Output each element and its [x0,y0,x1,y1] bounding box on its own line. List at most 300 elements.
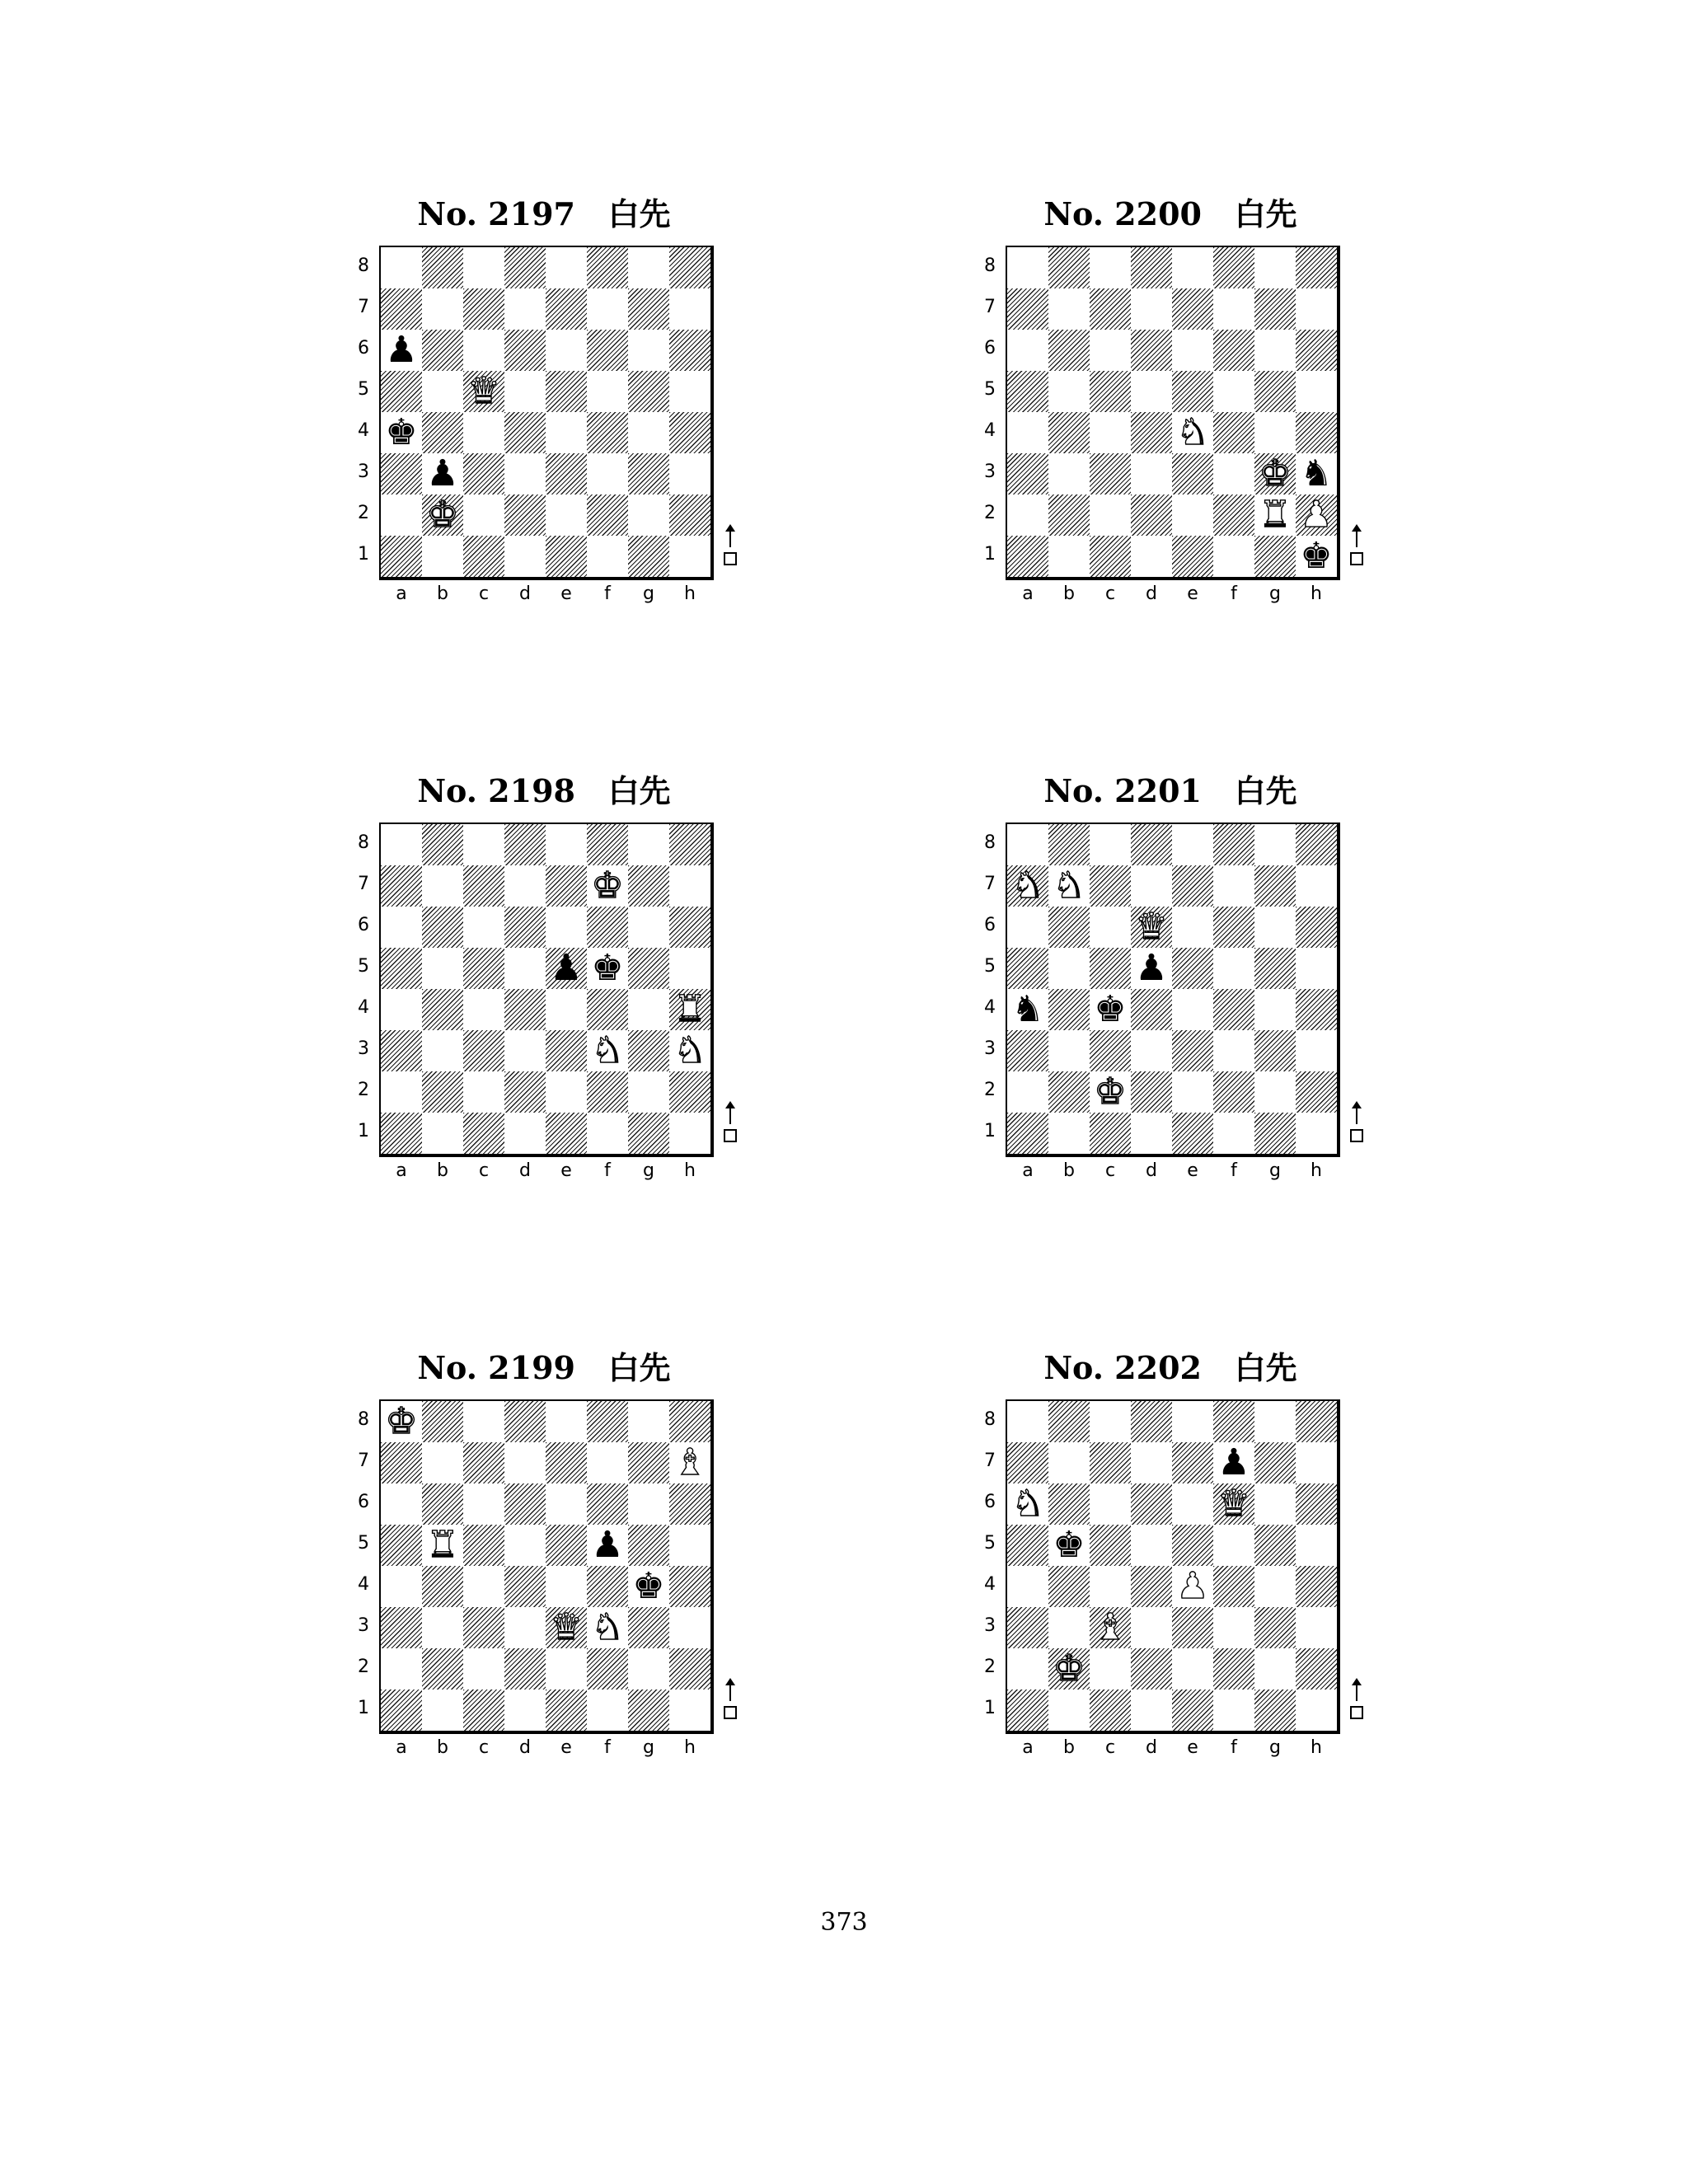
square-e3[interactable] [1172,453,1213,494]
square-c6[interactable] [1090,907,1131,948]
square-c8[interactable] [463,824,504,865]
square-g1[interactable] [1254,1690,1296,1731]
square-a3[interactable] [381,1030,422,1071]
square-b7[interactable] [422,865,463,907]
square-c1[interactable] [1090,536,1131,577]
black-pawn-icon[interactable] [546,948,587,989]
square-f7[interactable] [1213,288,1254,330]
square-b8[interactable] [1048,824,1090,865]
square-b8[interactable] [422,247,463,288]
square-a7[interactable] [1007,1442,1048,1483]
square-a6[interactable] [381,907,422,948]
square-h6[interactable] [669,1483,710,1525]
square-a8[interactable] [1007,824,1048,865]
square-e5[interactable] [1172,1525,1213,1566]
square-a7[interactable] [381,288,422,330]
square-e1[interactable] [546,1690,587,1731]
square-d2[interactable] [1131,494,1172,536]
square-a7[interactable] [381,1442,422,1483]
square-d3[interactable] [1131,453,1172,494]
square-d6[interactable] [504,1483,546,1525]
square-b7[interactable] [1048,288,1090,330]
square-e4[interactable] [1172,989,1213,1030]
square-e5[interactable] [1172,948,1213,989]
square-g8[interactable] [1254,247,1296,288]
square-g6[interactable] [628,1483,669,1525]
black-pawn-icon[interactable] [587,1525,628,1566]
square-f6[interactable] [587,1483,628,1525]
square-e2[interactable] [546,494,587,536]
square-c4[interactable] [1090,1566,1131,1607]
square-a1[interactable] [1007,1113,1048,1154]
square-f4[interactable] [587,412,628,453]
square-e4[interactable] [546,1566,587,1607]
square-e8[interactable] [1172,1401,1213,1442]
white-pawn-icon[interactable] [1172,1566,1213,1607]
square-a6[interactable] [381,1483,422,1525]
square-c5[interactable] [463,948,504,989]
square-c8[interactable] [463,247,504,288]
square-h4[interactable] [669,1566,710,1607]
square-c3[interactable] [1090,1030,1131,1071]
white-king-icon[interactable] [1090,1071,1131,1113]
square-c5[interactable] [463,1525,504,1566]
square-g5[interactable] [628,948,669,989]
square-f5[interactable] [1213,948,1254,989]
square-d8[interactable] [504,247,546,288]
square-g2[interactable] [628,1648,669,1690]
square-a8[interactable] [381,247,422,288]
square-g8[interactable] [628,1401,669,1442]
square-h8[interactable] [1296,824,1337,865]
square-b8[interactable] [1048,1401,1090,1442]
square-h7[interactable] [1296,288,1337,330]
square-a3[interactable] [381,1607,422,1648]
square-f7[interactable] [587,1442,628,1483]
square-a7[interactable] [381,865,422,907]
square-b1[interactable] [422,1113,463,1154]
square-c1[interactable] [1090,1113,1131,1154]
square-e2[interactable] [1172,494,1213,536]
square-g7[interactable] [628,288,669,330]
square-f1[interactable] [1213,536,1254,577]
square-f8[interactable] [1213,247,1254,288]
square-a8[interactable] [1007,247,1048,288]
white-knight-icon[interactable] [1007,865,1048,907]
square-e2[interactable] [1172,1648,1213,1690]
square-a2[interactable] [381,1071,422,1113]
square-e6[interactable] [1172,330,1213,371]
square-f7[interactable] [1213,865,1254,907]
square-b2[interactable] [1048,494,1090,536]
square-h7[interactable] [1296,865,1337,907]
square-e6[interactable] [546,1483,587,1525]
square-g4[interactable] [628,989,669,1030]
square-d2[interactable] [504,1071,546,1113]
square-e7[interactable] [1172,865,1213,907]
square-h1[interactable] [669,1113,710,1154]
square-b7[interactable] [1048,1442,1090,1483]
square-c1[interactable] [463,536,504,577]
square-h3[interactable] [669,453,710,494]
square-g7[interactable] [1254,288,1296,330]
white-king-icon[interactable] [587,865,628,907]
black-knight-icon[interactable] [1296,453,1337,494]
square-c7[interactable] [463,1442,504,1483]
square-c5[interactable] [1090,948,1131,989]
square-a5[interactable] [1007,1525,1048,1566]
square-d7[interactable] [504,865,546,907]
square-h5[interactable] [1296,1525,1337,1566]
square-h6[interactable] [669,330,710,371]
square-e3[interactable] [546,453,587,494]
square-f8[interactable] [587,824,628,865]
square-g8[interactable] [1254,824,1296,865]
square-h7[interactable] [669,288,710,330]
square-e1[interactable] [546,536,587,577]
black-pawn-icon[interactable] [422,453,463,494]
square-d1[interactable] [1131,536,1172,577]
square-g6[interactable] [1254,907,1296,948]
white-knight-icon[interactable] [1007,1483,1048,1525]
square-a8[interactable] [381,824,422,865]
white-king-icon[interactable] [381,1401,422,1442]
square-e2[interactable] [546,1071,587,1113]
square-c1[interactable] [463,1113,504,1154]
square-b3[interactable] [1048,1607,1090,1648]
white-queen-icon[interactable] [463,371,504,412]
square-g7[interactable] [1254,865,1296,907]
square-e7[interactable] [1172,1442,1213,1483]
square-f3[interactable] [1213,1607,1254,1648]
square-h1[interactable] [1296,1113,1337,1154]
square-f8[interactable] [1213,1401,1254,1442]
square-g3[interactable] [628,1030,669,1071]
square-g4[interactable] [1254,412,1296,453]
black-king-icon[interactable] [628,1566,669,1607]
white-knight-icon[interactable] [587,1607,628,1648]
square-g6[interactable] [1254,330,1296,371]
black-king-icon[interactable] [1296,536,1337,577]
square-g3[interactable] [628,1607,669,1648]
square-h6[interactable] [1296,1483,1337,1525]
square-b4[interactable] [1048,1566,1090,1607]
square-a1[interactable] [381,1113,422,1154]
square-a3[interactable] [1007,453,1048,494]
square-f6[interactable] [1213,907,1254,948]
square-c8[interactable] [1090,1401,1131,1442]
black-knight-icon[interactable] [1007,989,1048,1030]
square-a3[interactable] [1007,1607,1048,1648]
square-b4[interactable] [422,989,463,1030]
square-d6[interactable] [1131,330,1172,371]
square-b2[interactable] [422,1648,463,1690]
square-d6[interactable] [504,330,546,371]
square-a4[interactable] [1007,1566,1048,1607]
black-king-icon[interactable] [1090,989,1131,1030]
square-b8[interactable] [422,824,463,865]
square-b4[interactable] [1048,989,1090,1030]
square-d2[interactable] [504,1648,546,1690]
square-f4[interactable] [587,989,628,1030]
square-a3[interactable] [381,453,422,494]
square-f2[interactable] [587,1648,628,1690]
square-f2[interactable] [587,494,628,536]
square-f6[interactable] [1213,330,1254,371]
square-a5[interactable] [381,948,422,989]
square-d1[interactable] [504,536,546,577]
square-c2[interactable] [1090,494,1131,536]
square-e6[interactable] [1172,1483,1213,1525]
square-f6[interactable] [587,330,628,371]
square-a1[interactable] [381,536,422,577]
square-b1[interactable] [422,1690,463,1731]
square-d4[interactable] [504,1566,546,1607]
square-h2[interactable] [669,1648,710,1690]
square-g5[interactable] [1254,948,1296,989]
square-f6[interactable] [587,907,628,948]
square-d8[interactable] [1131,824,1172,865]
square-g1[interactable] [628,1690,669,1731]
square-e1[interactable] [1172,536,1213,577]
square-h8[interactable] [669,824,710,865]
square-c2[interactable] [463,494,504,536]
white-knight-icon[interactable] [669,1030,710,1071]
square-c1[interactable] [1090,1690,1131,1731]
square-d1[interactable] [1131,1113,1172,1154]
square-e3[interactable] [546,1030,587,1071]
square-c7[interactable] [463,865,504,907]
black-pawn-icon[interactable] [1131,948,1172,989]
square-d4[interactable] [504,989,546,1030]
square-g5[interactable] [1254,371,1296,412]
square-e6[interactable] [546,907,587,948]
square-b4[interactable] [422,412,463,453]
square-d4[interactable] [1131,1566,1172,1607]
square-c4[interactable] [1090,412,1131,453]
square-e1[interactable] [1172,1690,1213,1731]
white-knight-icon[interactable] [1048,865,1090,907]
square-f4[interactable] [587,1566,628,1607]
square-d7[interactable] [504,1442,546,1483]
square-d8[interactable] [504,1401,546,1442]
black-king-icon[interactable] [381,412,422,453]
square-f8[interactable] [587,1401,628,1442]
square-h4[interactable] [1296,412,1337,453]
square-d8[interactable] [1131,1401,1172,1442]
white-rook-icon[interactable] [422,1525,463,1566]
black-king-icon[interactable] [1048,1525,1090,1566]
square-g1[interactable] [1254,1113,1296,1154]
square-f4[interactable] [1213,1566,1254,1607]
square-g4[interactable] [628,412,669,453]
square-g4[interactable] [1254,1566,1296,1607]
square-c6[interactable] [463,330,504,371]
square-e4[interactable] [546,989,587,1030]
square-e3[interactable] [1172,1607,1213,1648]
square-d8[interactable] [1131,247,1172,288]
square-h8[interactable] [669,247,710,288]
square-h7[interactable] [669,865,710,907]
square-e1[interactable] [1172,1113,1213,1154]
square-b5[interactable] [422,948,463,989]
white-rook-icon[interactable] [669,989,710,1030]
white-king-icon[interactable] [422,494,463,536]
square-g8[interactable] [628,824,669,865]
square-c3[interactable] [463,453,504,494]
square-a3[interactable] [1007,1030,1048,1071]
square-b4[interactable] [1048,412,1090,453]
square-c3[interactable] [463,1030,504,1071]
square-b6[interactable] [422,1483,463,1525]
square-e8[interactable] [546,1401,587,1442]
square-f8[interactable] [587,247,628,288]
white-bishop-icon[interactable] [1090,1607,1131,1648]
square-h2[interactable] [1296,1071,1337,1113]
square-a1[interactable] [1007,536,1048,577]
square-h3[interactable] [1296,1030,1337,1071]
square-d3[interactable] [1131,1607,1172,1648]
square-h5[interactable] [1296,371,1337,412]
square-g6[interactable] [628,907,669,948]
square-c4[interactable] [463,1566,504,1607]
square-h2[interactable] [669,1071,710,1113]
square-h5[interactable] [669,1525,710,1566]
square-b3[interactable] [422,1607,463,1648]
square-h1[interactable] [669,536,710,577]
square-f7[interactable] [587,288,628,330]
square-d5[interactable] [504,1525,546,1566]
square-c2[interactable] [463,1648,504,1690]
square-g1[interactable] [628,536,669,577]
square-f5[interactable] [1213,1525,1254,1566]
square-g5[interactable] [1254,1525,1296,1566]
square-e7[interactable] [546,288,587,330]
square-f2[interactable] [587,1071,628,1113]
square-b6[interactable] [422,907,463,948]
square-c6[interactable] [463,907,504,948]
square-f2[interactable] [1213,1071,1254,1113]
square-c3[interactable] [1090,453,1131,494]
square-a2[interactable] [1007,494,1048,536]
square-d7[interactable] [1131,288,1172,330]
square-b1[interactable] [1048,1113,1090,1154]
square-d7[interactable] [1131,865,1172,907]
square-c7[interactable] [1090,1442,1131,1483]
square-d5[interactable] [504,948,546,989]
square-h4[interactable] [1296,989,1337,1030]
square-e5[interactable] [546,371,587,412]
square-h4[interactable] [669,412,710,453]
white-knight-icon[interactable] [1172,412,1213,453]
square-e3[interactable] [1172,1030,1213,1071]
square-a4[interactable] [1007,412,1048,453]
square-a5[interactable] [381,371,422,412]
square-e7[interactable] [546,1442,587,1483]
square-b7[interactable] [422,1442,463,1483]
square-g8[interactable] [628,247,669,288]
square-f1[interactable] [587,1113,628,1154]
square-c5[interactable] [1090,1525,1131,1566]
square-d6[interactable] [504,907,546,948]
square-f4[interactable] [1213,989,1254,1030]
square-h3[interactable] [669,1607,710,1648]
white-queen-icon[interactable] [546,1607,587,1648]
square-d4[interactable] [1131,412,1172,453]
square-f5[interactable] [587,371,628,412]
square-a6[interactable] [1007,907,1048,948]
square-c2[interactable] [463,1071,504,1113]
square-d2[interactable] [1131,1071,1172,1113]
square-b5[interactable] [1048,371,1090,412]
square-d5[interactable] [504,371,546,412]
square-a5[interactable] [1007,948,1048,989]
square-a2[interactable] [1007,1648,1048,1690]
square-g2[interactable] [1254,1648,1296,1690]
square-a8[interactable] [1007,1401,1048,1442]
square-a2[interactable] [381,1648,422,1690]
square-b7[interactable] [422,288,463,330]
square-e8[interactable] [546,824,587,865]
white-queen-icon[interactable] [1131,907,1172,948]
square-g1[interactable] [628,1113,669,1154]
square-a5[interactable] [1007,371,1048,412]
square-c6[interactable] [1090,330,1131,371]
square-g3[interactable] [1254,1030,1296,1071]
square-e4[interactable] [546,412,587,453]
square-a4[interactable] [381,989,422,1030]
square-g1[interactable] [1254,536,1296,577]
square-d5[interactable] [1131,1525,1172,1566]
square-g4[interactable] [1254,989,1296,1030]
square-c8[interactable] [1090,824,1131,865]
square-c3[interactable] [463,1607,504,1648]
white-king-icon[interactable] [1048,1648,1090,1690]
square-f1[interactable] [1213,1113,1254,1154]
square-c1[interactable] [463,1690,504,1731]
square-c2[interactable] [1090,1648,1131,1690]
square-h1[interactable] [1296,1690,1337,1731]
square-h5[interactable] [669,948,710,989]
square-c4[interactable] [463,412,504,453]
square-b1[interactable] [1048,1690,1090,1731]
square-c7[interactable] [1090,865,1131,907]
square-b5[interactable] [422,371,463,412]
white-knight-icon[interactable] [587,1030,628,1071]
square-a1[interactable] [381,1690,422,1731]
square-h5[interactable] [669,371,710,412]
square-d3[interactable] [504,453,546,494]
square-h5[interactable] [1296,948,1337,989]
square-d4[interactable] [1131,989,1172,1030]
square-e7[interactable] [546,865,587,907]
square-d1[interactable] [504,1690,546,1731]
square-b2[interactable] [422,1071,463,1113]
square-b6[interactable] [1048,330,1090,371]
square-b8[interactable] [1048,247,1090,288]
square-d7[interactable] [1131,1442,1172,1483]
square-f1[interactable] [587,536,628,577]
black-king-icon[interactable] [587,948,628,989]
square-b6[interactable] [1048,907,1090,948]
square-g2[interactable] [628,1071,669,1113]
square-c5[interactable] [1090,371,1131,412]
white-queen-icon[interactable] [1213,1483,1254,1525]
square-a7[interactable] [1007,288,1048,330]
square-d1[interactable] [504,1113,546,1154]
square-f3[interactable] [587,453,628,494]
square-g7[interactable] [628,865,669,907]
